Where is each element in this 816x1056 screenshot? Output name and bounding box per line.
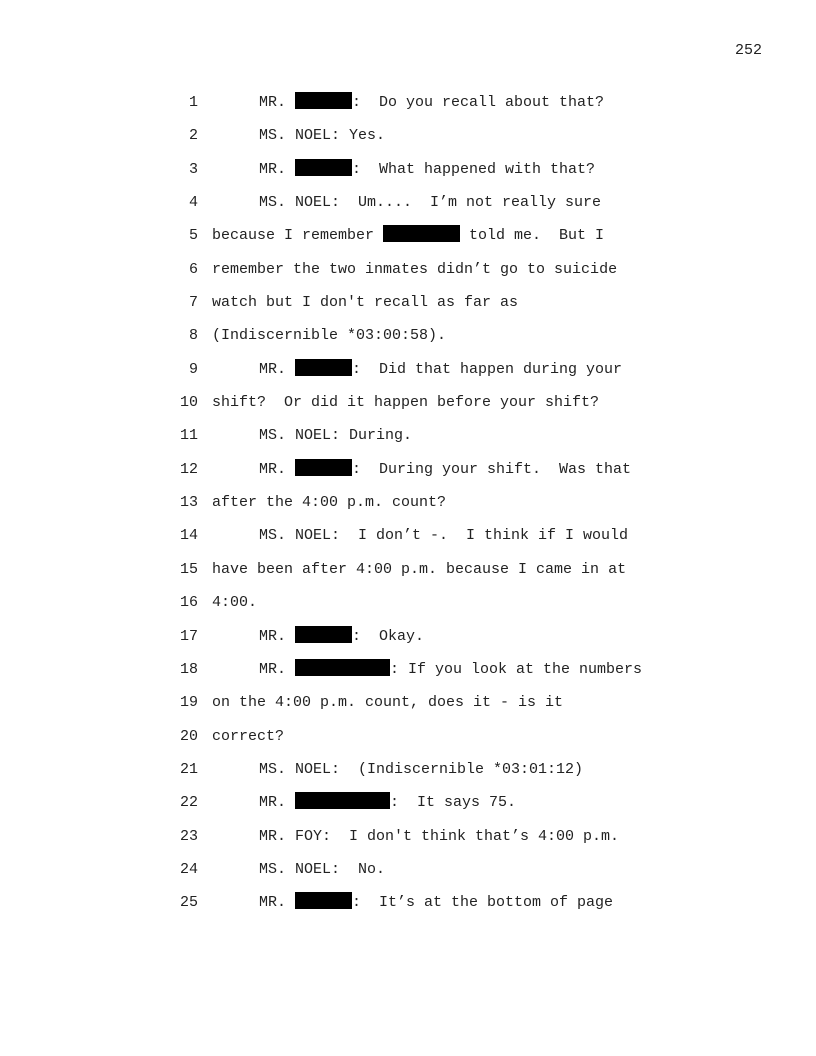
- line-number: 24: [179, 860, 198, 878]
- text-segment: : Do you recall about that?: [352, 94, 605, 111]
- line-number: 2: [188, 127, 198, 145]
- transcript-line: [0, 492, 816, 525]
- line-text: [259, 92, 604, 114]
- transcript-line: [0, 392, 816, 425]
- line-number: 10: [179, 394, 198, 412]
- transcript-body: [0, 92, 816, 926]
- line-text: [259, 792, 516, 814]
- line-number: 3: [188, 160, 198, 178]
- line-number: 25: [179, 894, 198, 912]
- line-number: 17: [179, 627, 198, 645]
- transcript-line: [0, 425, 816, 458]
- line-number: 18: [179, 660, 198, 678]
- transcript-line: [0, 559, 816, 592]
- transcript-line: [0, 659, 816, 692]
- text-segment: : Did that happen during your: [352, 360, 623, 378]
- line-number: 5: [188, 227, 198, 245]
- line-text: MS. NOEL: During.: [259, 427, 413, 445]
- line-number: 14: [179, 527, 198, 545]
- line-number: 6: [188, 260, 198, 278]
- redaction-box: [383, 225, 460, 242]
- text-segment: : It’s at the bottom of page: [352, 894, 614, 912]
- line-number: 8: [188, 327, 198, 345]
- line-text: [259, 359, 622, 381]
- line-text: [259, 159, 595, 181]
- transcript-line: [0, 592, 816, 625]
- line-number: 11: [179, 427, 198, 445]
- text-segment: MR.: [259, 627, 296, 645]
- line-text: remember the two inmates didn’t go to suicide: [212, 260, 618, 278]
- line-text: MS. NOEL: Yes.: [259, 127, 386, 145]
- redaction-box: [295, 459, 352, 476]
- line-number: 22: [179, 794, 198, 812]
- line-number: 19: [179, 694, 198, 712]
- text-segment: MR.: [259, 360, 296, 378]
- redaction-box: [295, 659, 390, 676]
- redaction-box: [295, 359, 352, 376]
- line-number: 4: [188, 194, 198, 212]
- transcript-line: [0, 292, 816, 325]
- text-segment: MR.: [259, 460, 296, 478]
- line-text: watch but I don't recall as far as: [212, 294, 519, 312]
- line-text: after the 4:00 p.m. count?: [212, 494, 447, 512]
- line-text: MS. NOEL: Um.... I’m not really sure: [259, 194, 602, 212]
- line-text: shift? Or did it happen before your shift?: [212, 394, 600, 412]
- transcript-line: [0, 826, 816, 859]
- line-number: 1: [188, 94, 198, 111]
- line-text: correct?: [212, 727, 285, 745]
- transcript-line: [0, 459, 816, 492]
- transcript-line: [0, 692, 816, 725]
- transcript-line: [0, 259, 816, 292]
- redaction-box: [295, 626, 352, 643]
- text-segment: MR.: [259, 794, 296, 812]
- line-text: on the 4:00 p.m. count, does it - is it: [212, 694, 564, 712]
- line-text: MS. NOEL: (Indiscernible *03:01:12): [259, 760, 584, 778]
- redaction-box: [295, 892, 352, 909]
- text-segment: MR.: [259, 894, 296, 912]
- text-segment: : During your shift. Was that: [352, 460, 632, 478]
- line-text: [259, 892, 613, 914]
- text-segment: because I remember: [212, 227, 384, 245]
- text-segment: : It says 75.: [390, 794, 517, 812]
- transcript-line: [0, 325, 816, 358]
- line-text: MS. NOEL: I don’t -. I think if I would: [259, 527, 629, 545]
- line-number: 20: [179, 727, 198, 745]
- text-segment: : Okay.: [352, 627, 425, 645]
- transcript-line: [0, 192, 816, 225]
- text-segment: MR.: [259, 660, 296, 678]
- transcript-line: [0, 759, 816, 792]
- text-segment: : If you look at the numbers: [390, 660, 643, 678]
- line-text: MS. NOEL: No.: [259, 860, 386, 878]
- line-text: [259, 626, 424, 648]
- line-number: 15: [179, 560, 198, 578]
- transcript-line: [0, 359, 816, 392]
- text-segment: MR.: [259, 94, 296, 111]
- redaction-box: [295, 92, 352, 109]
- line-text: have been after 4:00 p.m. because I came in at: [212, 560, 627, 578]
- line-text: MR. FOY: I don't think that’s 4:00 p.m.: [259, 827, 620, 845]
- line-number: 12: [179, 460, 198, 478]
- transcript-line: [0, 125, 816, 158]
- transcript-line: [0, 859, 816, 892]
- text-segment: told me. But I: [460, 227, 605, 245]
- line-text: [259, 459, 631, 481]
- line-text: [259, 659, 642, 681]
- transcript-line: [0, 159, 816, 192]
- line-number: 23: [179, 827, 198, 845]
- redaction-box: [295, 159, 352, 176]
- transcript-line: [0, 92, 816, 125]
- transcript-line: [0, 626, 816, 659]
- text-segment: : What happened with that?: [352, 160, 596, 178]
- line-text: [212, 225, 604, 247]
- line-text: (Indiscernible *03:00:58).: [212, 327, 447, 345]
- line-number: 16: [179, 594, 198, 612]
- text-segment: MR.: [259, 160, 296, 178]
- transcript-line: [0, 525, 816, 558]
- line-text: 4:00.: [212, 594, 258, 612]
- line-number: 7: [188, 294, 198, 312]
- redaction-box: [295, 792, 390, 809]
- line-number: 9: [188, 360, 198, 378]
- line-number: 13: [179, 494, 198, 512]
- transcript-line: [0, 225, 816, 258]
- transcript-line: [0, 892, 816, 925]
- transcript-line: [0, 726, 816, 759]
- transcript-line: [0, 792, 816, 825]
- line-number: 21: [179, 760, 198, 778]
- page-number: 252: [734, 42, 762, 59]
